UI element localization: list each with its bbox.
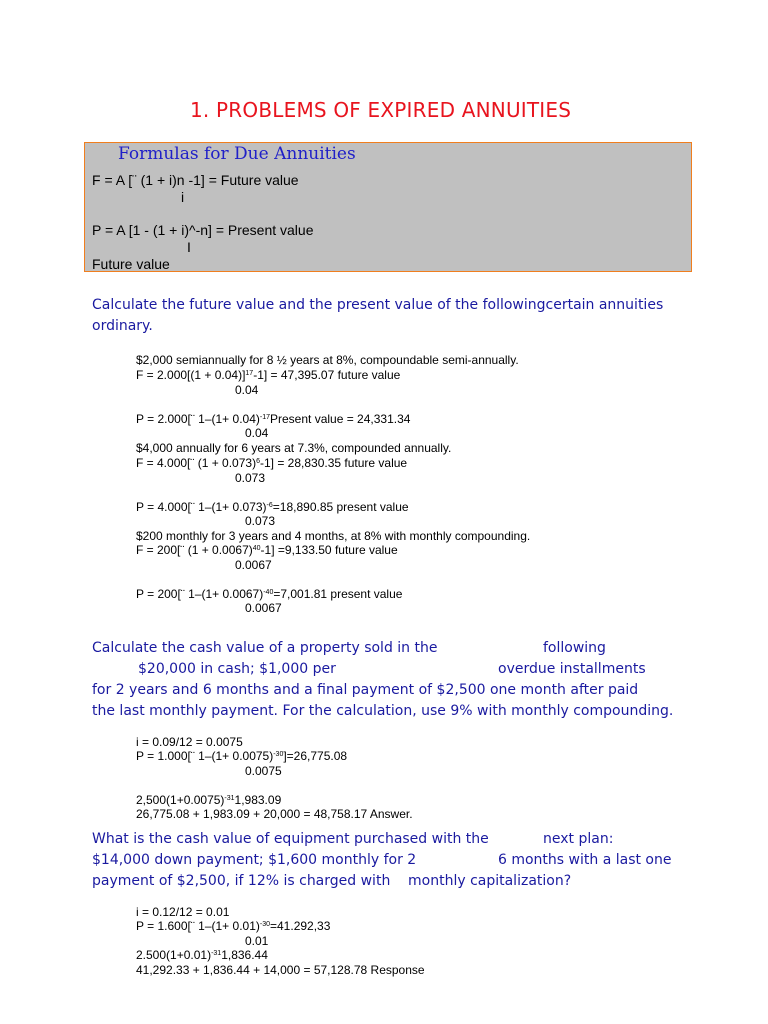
problem2-prompt-line2b: overdue installments [498,661,646,677]
problem1c-future-denominator: 0.0067 [235,558,272,572]
problem3-prompt-line2b: 6 months with a last one [498,852,672,868]
future-value-formula: F = A [¨ (1 + i)n -1] = Future value [92,172,299,188]
problem1c-future-value: F = 200[¨ $(1 + 0.0067)^{40}-1] =9,133.50$ future value [136,543,398,557]
problem1b-present-value: P = 4.000[¨ $1-(1+ 0.073)^{-6}=18,890.85$ present value [136,500,409,514]
problem1b-future-value: F = 4.000[¨ $(1 + 0.073)^6-1] = 28,830.35$ future value [136,456,408,470]
problem3-final-payment-value: $2.500(1+0.01)^{-31}1,836.44$ [136,948,268,962]
problem3-prompt-line1b: next plan: [543,831,614,847]
problem1a-future-denominator: 0.04 [235,383,259,397]
problem3-prompt-line1a: What is the cash value of equipment purchased with the [92,831,489,847]
present-value-denominator: I [187,239,191,255]
problem1b-statement: $4,000 annually for 6 years at 7.3%, compounded annually. [136,441,452,455]
problem1a-present-value: P = 2.000[¨ $1-(1+ 0.04)^{-17}Present$ value = 24,331.34 [136,412,411,426]
problem1a-statement: $2,000 semiannually for 8 ½ years at 8%, compoundable semi-annually. [136,353,519,367]
problem3-total: 41,292.33 + 1,836.44 + 14,000 = 57,128.78 Response [136,963,425,977]
problem2-present-value: P = 1.000[¨ $1-(1+ 0.0075)^{-30}]=26,775.08$ [136,749,348,763]
problem3-prompt-line3b: monthly capitalization? [408,873,572,889]
problem3-prompt-line3a: payment of $2,500, if 12% is charged with [92,873,391,889]
problem2-interest-rate: i = 0.09/12 = 0.0075 [136,735,243,749]
problem1b-future-denominator: 0.073 [235,471,266,485]
present-value-formula: P = A [1 - (1 + i)^-n] = Present value [92,222,314,238]
problem3-present-value: P = 1.600[¨ $1-(1+ 0.01)^{-30}=41.292,33$ [136,919,331,933]
problem1-prompt-line1: Calculate the future value and the present value of the followingcertain annuities [92,297,664,313]
future-value-denominator: i [181,189,185,205]
problem2-prompt-line1b: following [543,640,606,656]
formula-box-footer: Future value [92,256,170,272]
problem2-total: 26,775.08 + 1,983.09 + 20,000 = 48,758.17 Answer. [136,807,413,821]
problem3-present-denominator: 0.01 [245,934,269,948]
problem1c-present-value: P = 200[¨ $1-(1+ 0.0067)^{-40}=7,001.81$ present value [136,587,403,601]
problem3-prompt-line2a: $14,000 down payment; $1,600 monthly for 2 [92,852,417,868]
problem1b-present-denominator: 0.073 [245,514,276,528]
problem1a-present-denominator: 0.04 [245,426,269,440]
problem1c-present-denominator: 0.0067 [245,601,282,615]
problem3-interest-rate: i = 0.12/12 = 0.01 [136,905,230,919]
problem2-prompt-line3: for 2 years and 6 months and a final payment of $2,500 one month after paid [92,682,639,698]
problem1-prompt-line2: ordinary. [92,318,153,334]
problem1c-statement: $200 monthly for 3 years and 4 months, at 8% with monthly compounding. [136,529,531,543]
problem2-prompt-line2a: $20,000 in cash; $1,000 per [138,661,336,677]
problem1a-future-value: $F = 2.000[(1 + 0.04)]^{17}-1] = 47,395.07$ future value [136,368,401,382]
page-title: 1. PROBLEMS OF EXPIRED ANNUITIES [190,98,572,122]
problem2-final-payment-value: $2,500(1+0.0075)^{-31}1,983.09$ [136,793,282,807]
problem2-prompt-line4: the last monthly payment. For the calculation, use 9% with monthly compounding. [92,703,674,719]
problem2-prompt-line1a: Calculate the cash value of a property sold in the [92,640,438,656]
problem2-present-denominator: 0.0075 [245,764,282,778]
formula-box-heading: Formulas for Due Annuities [118,144,356,164]
